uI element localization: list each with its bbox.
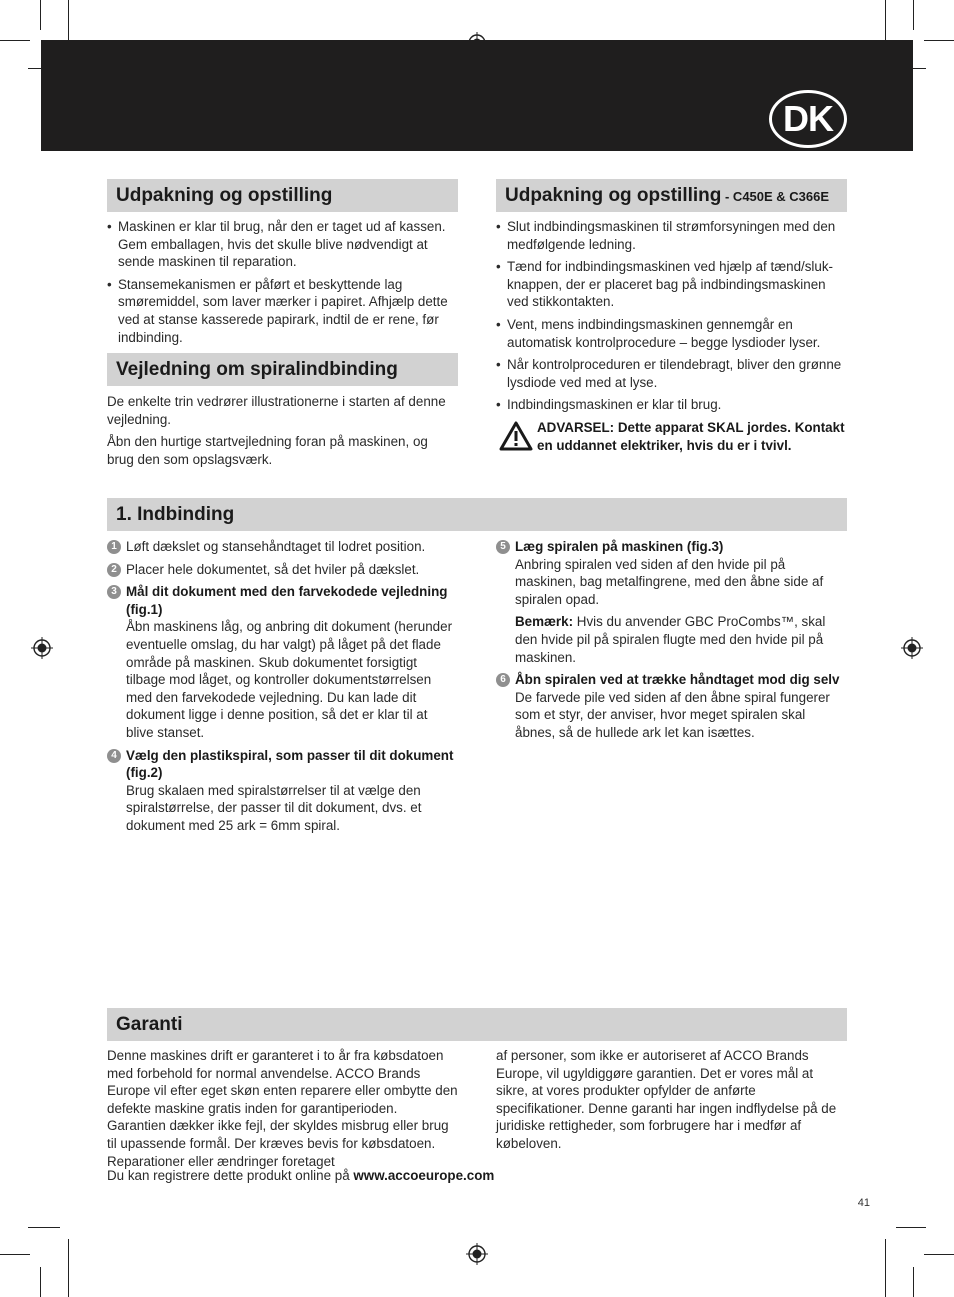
section-warranty-title: Garanti [107,1008,847,1041]
crop-mark [0,40,30,41]
warranty-col-2: af personer, som ikke er autoriseret af ACCO Brands Europe, vil ugyldiggøre garantien. Det er vores mål at sikre, at vores produkter opfylder de anførte specifikationer. Denne garanti har ingen indflydelse på de juridiske rettigheder, som forbrugere har i medfør af købeloven. [496,1048,837,1151]
step-text: Anbring spiralen ved siden af den hvide pil på maskinen, bag metalfingrene, med den åbne side af spiralen opad. [515,556,824,607]
registration-mark-icon [31,637,53,659]
list-item: • Vent, mens indbindingsmaskinen gennemgår en automatisk kontrolprocedure – begge lysdioder lyser. [496,316,846,351]
page-number: 41 [857,1197,870,1209]
paragraph: Åbn den hurtige startvejledning foran på maskinen, og brug den som opslagsværk. [107,434,428,467]
registration-mark-icon [466,1243,488,1265]
section-title: Udpakning og opstilling [505,185,722,206]
section-unpacking-body [107,218,461,351]
note-label: Bemærk: [515,614,574,630]
crop-mark [885,1239,886,1297]
step-text: Åbn maskinens låg, og anbring dit dokument (herunder eventuelle omslag, du har valgt) på låget på det flade område på maskinen. Skub dokumentet forsigtigt tilbage mod låget, og kontroller dokumentstørrelsen med den farvekodede vejledning. Du kan lade dit dokument ligge i denne position, så det er klar til at blive stanset. [126,619,453,740]
crop-mark [896,1227,926,1228]
step-6 [496,671,846,741]
step-text: Placer hele dokumentet, så det hviler på dækslet. [126,561,420,577]
crop-mark [40,0,41,30]
step-3 [107,583,457,741]
binding-steps-right [496,538,846,747]
warning-triangle-icon [499,421,533,451]
step-number: 3 [107,585,121,599]
register-link[interactable]: www.accoeurope.com [353,1168,495,1183]
section-unpacking-title: Udpakning og opstilling [107,179,458,212]
section-guide-title: Vejledning om spiralindbinding [107,353,458,386]
list-item: • Tænd for indbindingsmaskinen ved hjælp af tænd/sluk-knappen, der er placeret bag på indbindingsmaskinen ved stikkontakten. [496,258,846,311]
crop-mark [68,1239,69,1297]
crop-mark [28,1227,60,1228]
step-note [515,613,846,666]
step-4 [107,747,457,835]
list-item: • Maskinen er klar til brug, når den er taget ud af kassen. Gem emballagen, hvis det skulle blive nødvendigt at sende maskinen til reparation. [107,218,461,271]
section-subtitle: - C450E & C366E [721,189,830,204]
warning-block [496,419,846,454]
crop-mark [913,1267,914,1297]
step-heading: Mål dit dokument med den farvekodede vejledning (fig.1) [126,584,448,617]
step-heading: Åbn spiralen ved at trække håndtaget mod dig selv [515,672,840,688]
binding-steps-left [107,538,457,840]
step-heading: Læg spiralen på maskinen (fig.3) [515,539,724,554]
paragraph: De enkelte trin vedrører illustrationerne i starten af denne vejledning. [107,394,446,427]
warranty-col-1: Denne maskines drift er garanteret i to år fra købsdatoen med forbehold for normal anvendelse. ACCO Brands Europe vil efter eget skøn enten reparere eller ombytte den defekte maskine gratis inden for garantiperioden. Garantien dækker ikke fejl, der skyldes misbrug eller brug til upassende formål. Der kræves bevis for købsdatoen. Reparationer eller ændringer foretaget [107,1048,458,1169]
list-item: • Indbindingsmaskinen er klar til brug. [496,396,846,414]
list-item: • Stansemekanismen er påført et beskyttende lag smøremiddel, som laver mærker i papiret. Afhjælp dette ved at stanse kasserede papirark, indtil de er rene, før indbinding. [107,276,461,346]
section-guide-body [107,393,457,473]
section-unpacking-models-title [496,179,847,212]
section-unpacking-models-body [496,218,846,454]
registration-mark-icon [901,637,923,659]
warning-text: ADVARSEL: Dette apparat SKAL jordes. Kontakt en uddannet elektriker, hvis du er i tvivl. [537,419,845,453]
warranty-register [107,1167,707,1185]
step-number: 2 [107,563,121,577]
step-text: Brug skalaen med spiralstørrelser til at vælge den spiralstørrelse, der passer til dit dokument, dvs. et dokument med 25 ark = 6mm spiral. [126,782,422,833]
crop-mark [924,40,954,41]
crop-mark [913,0,914,30]
section-binding-title: 1. Indbinding [107,498,847,531]
step-5 [496,538,846,666]
crop-mark [924,1254,954,1255]
step-text: De farvede pile ved siden af den åbne spiral fungerer som et styr, der anviser, hvor meget spiralen skal åbnes, så de hullede ark let kan isættes. [515,689,830,740]
step-1 [107,538,457,556]
step-number: 4 [107,749,121,763]
note-text: Hvis du anvender GBC ProCombs™, skal den hvide pil på spiralen flugte med den hvide pil på maskinen. [515,614,826,665]
language-badge: DK [769,90,847,148]
list-item: • Når kontrolproceduren er tilendebragt, bliver den grønne lysdiode ved med at lyse. [496,356,846,391]
step-number: 1 [107,540,121,554]
step-heading: Vælg den plastikspiral, som passer til dit dokument (fig.2) [126,747,454,781]
list-item: • Slut indbindingsmaskinen til strømforsyningen med den medfølgende ledning. [496,218,846,253]
crop-mark [0,1254,30,1255]
step-number: 6 [496,673,510,687]
step-number: 5 [496,540,510,554]
register-text: Du kan registrere dette produkt online på [107,1168,354,1183]
crop-mark [40,1267,41,1297]
step-2 [107,561,457,579]
step-text: Løft dækslet og stansehåndtaget til lodret position. [126,539,426,554]
